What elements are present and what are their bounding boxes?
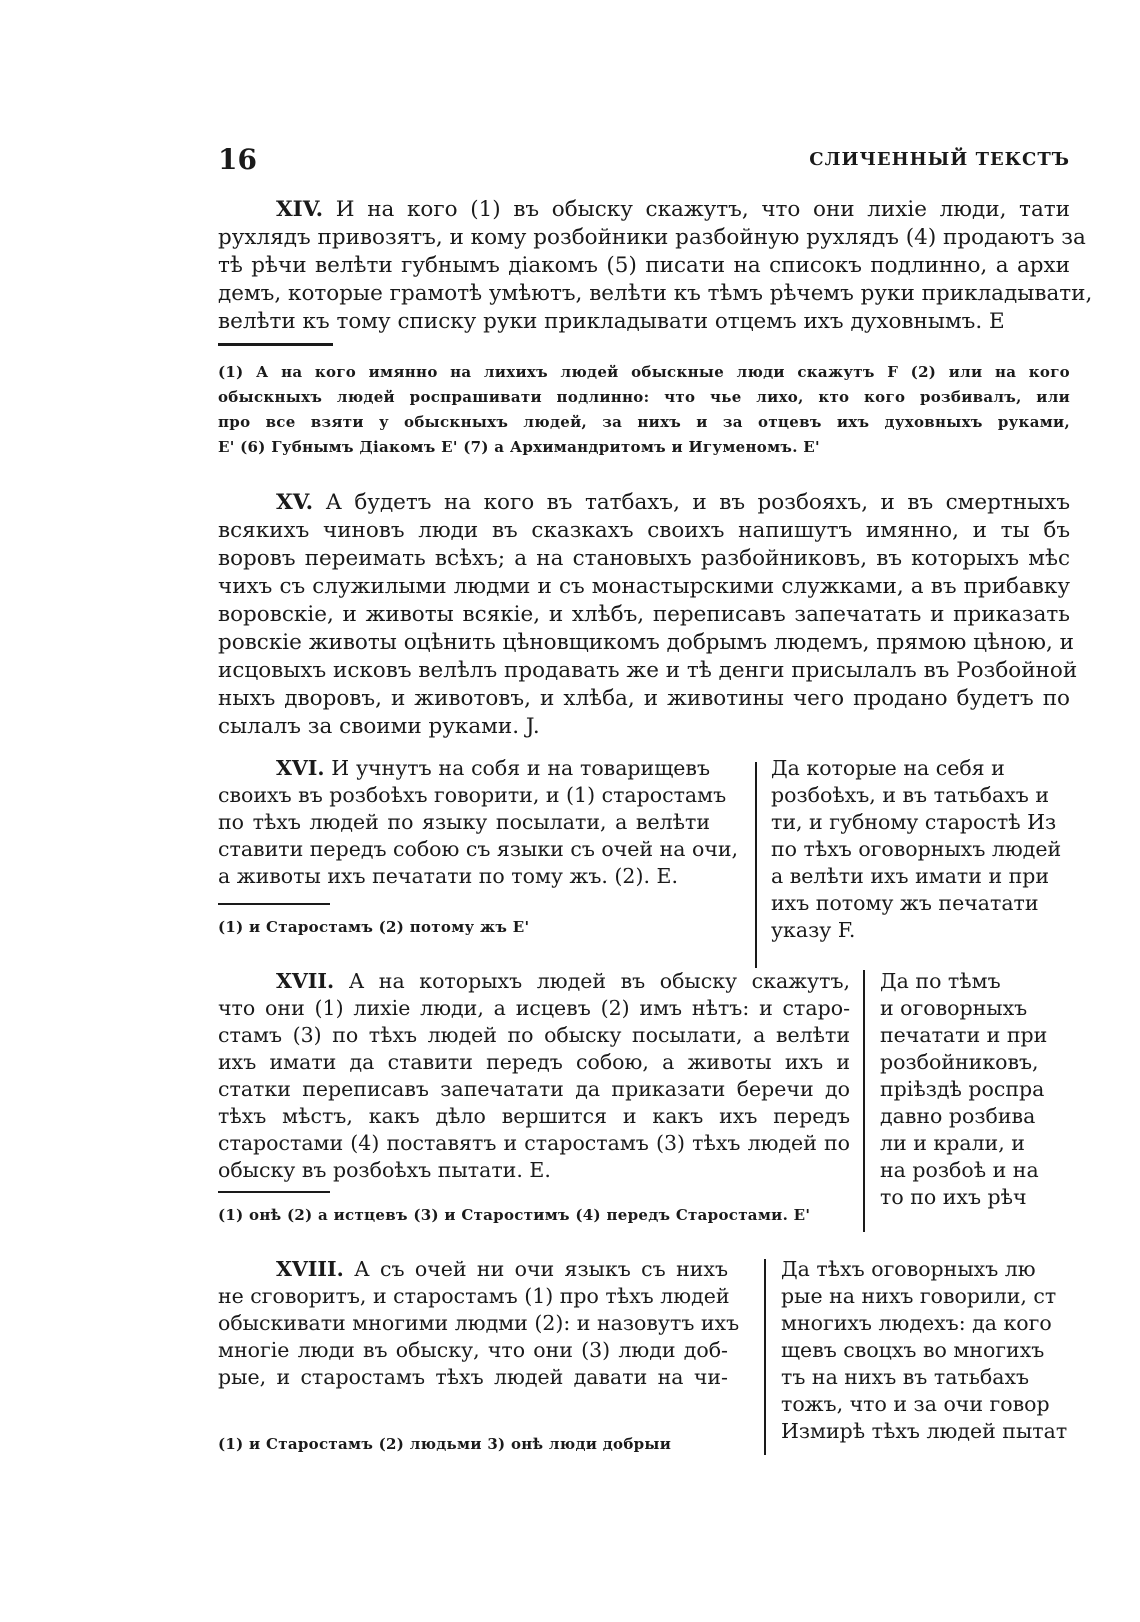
paragraph-line: обыскивати многими людми (2): и назовутъ ихъ [218, 1311, 740, 1335]
running-head: СЛИЧЕННЫЙ ТЕКСТЪ [809, 149, 1070, 170]
paragraph-line: обыску въ розбоѣхъ пытати. Е. [218, 1158, 551, 1182]
parallel-line: давно розбива [880, 1104, 1036, 1128]
paragraph-line: сылалъ за своими руками. J. [218, 714, 540, 739]
parallel-line: по тѣхъ оговорныхъ людей [771, 837, 1062, 861]
parallel-line: щевъ своцхъ во многихъ [781, 1338, 1045, 1362]
footnote-line: (1) онѣ (2) а истцевъ (3) и Старостимъ (4) передъ Старостами. Е' [218, 1206, 811, 1224]
footnote-rule [218, 343, 333, 346]
parallel-line: тожъ, что и за очи говор [781, 1392, 1050, 1416]
footnote-line: про все взяти у обыскныхъ людей, за нихъ и за отцевъ ихъ духовныхъ руками, [218, 413, 1070, 431]
parallel-line: печатати и при [880, 1023, 1048, 1047]
section-number: XIV. [276, 197, 324, 222]
footnote-line: обыскныхъ людей роспрашивати подлинно: что чье лихо, кто кого розбивалъ, или [218, 388, 1070, 406]
footnote-rule [218, 903, 330, 905]
footnote-line: (1) А на кого имянно на лихихъ людей обыскные люди скажутъ F (2) или на кого [218, 363, 1070, 381]
section-xvii-right [880, 968, 1047, 1211]
footnote-xvii [218, 1203, 810, 1228]
section-number: XV. [276, 490, 314, 515]
column-divider [755, 762, 757, 968]
paragraph-line: воровъ переимать всѣхъ; а на становыхъ разбойниковъ, въ которыхъ мѣс [218, 546, 1070, 571]
paragraph-line: всякихъ чиновъ люди въ сказкахъ своихъ напишутъ имянно, и ты бъ [218, 518, 1070, 543]
paragraph-line: тѣхъ мѣстъ, какъ дѣло вершится и какъ ихъ передъ [218, 1104, 850, 1128]
page-header [218, 143, 1070, 179]
paragraph-line: не сговоритъ, и старостамъ (1) про тѣхъ людей [218, 1284, 730, 1308]
section-xv [218, 489, 1078, 741]
paragraph-line: велѣти къ тому списку руки прикладывати отцемъ ихъ духовнымъ. Е [218, 309, 1005, 334]
paragraph-line: ровскіе животы оцѣнить цѣновщикомъ добрымъ людемъ, прямою цѣною, и [218, 630, 1074, 655]
footnotes-xiv [218, 360, 1070, 460]
paragraph-line: ставити передъ собою съ языки съ очей на очи, [218, 837, 739, 861]
parallel-line: указу F. [771, 918, 856, 942]
column-divider [764, 1259, 766, 1455]
parallel-line: ли и крали, и [880, 1131, 1025, 1155]
paragraph-line: ныхъ дворовъ, и животовъ, и хлѣба, и животины чего продано будетъ по [218, 686, 1070, 711]
paragraph-line: XV. А будетъ на кого въ татбахъ, и въ розбояхъ, и въ смертныхъ [276, 490, 1070, 515]
paragraph-line: стамъ (3) по тѣхъ людей по обыску посылати, а велѣти [218, 1023, 850, 1047]
parallel-line: и оговорныхъ [880, 996, 1028, 1020]
section-xviii-left [218, 1256, 740, 1391]
parallel-line: рые на нихъ говорили, ст [781, 1284, 1057, 1308]
paragraph-line: рые, и старостамъ тѣхъ людей давати на чи- [218, 1365, 728, 1389]
footnote-rule [218, 1191, 330, 1193]
parallel-line: а велѣти ихъ имати и при [771, 864, 1050, 888]
parallel-line: Да по тѣмъ [880, 969, 1001, 993]
parallel-line: Измирѣ тѣхъ людей пытат [781, 1419, 1068, 1443]
column-divider [863, 970, 865, 1232]
footnote-xviii [218, 1432, 671, 1457]
section-xvi-right [771, 755, 1061, 944]
footnote-xvi [218, 915, 529, 940]
paragraph-line: ихъ имати да ставити передъ собою, а животы ихъ и [218, 1050, 850, 1074]
parallel-line: розбоѣхъ, и въ татьбахъ и [771, 783, 1050, 807]
section-xvi-left [218, 755, 739, 890]
paragraph-line: исцовыхъ исковъ велѣлъ продавать же и тѣ денги присылалъ въ Розбойной [218, 658, 1078, 683]
footnote-line: (1) и Старостамъ (2) потому жъ Е' [218, 918, 530, 936]
parallel-line: тъ на нихъ въ татьбахъ [781, 1365, 1030, 1389]
section-xviii-right [781, 1256, 1067, 1445]
parallel-line: то по ихъ рѣч [880, 1185, 1027, 1209]
section-number: XVI. [276, 756, 325, 780]
paragraph-line: тѣ рѣчи велѣти губнымъ діакомъ (5) писати на списокъ подлинно, а архи [218, 253, 1070, 278]
paragraph-line: XVI. И учнутъ на собя и на товарищевъ [276, 756, 710, 780]
paragraph-line: а животы ихъ печатати по тому жъ. (2). Е. [218, 864, 678, 888]
paragraph-line: чихъ съ служилыми людми и съ монастырскими служками, а въ прибавку [218, 574, 1070, 599]
paragraph-line: своихъ въ розбоѣхъ говорити, и (1) старостамъ [218, 783, 727, 807]
page-number: 16 [218, 143, 257, 176]
paragraph-line: что они (1) лихіе люди, а исцевъ (2) имъ нѣтъ: и старо- [218, 996, 850, 1020]
paragraph-line: XVIII. А съ очей ни очи языкъ съ нихъ [276, 1257, 728, 1281]
parallel-line: розбойниковъ, [880, 1050, 1039, 1074]
paragraph-line: по тѣхъ людей по языку посылати, а велѣти [218, 810, 710, 834]
parallel-line: пріѣздѣ роспра [880, 1077, 1045, 1101]
paragraph-line: демъ, которые грамотѣ умѣютъ, велѣти къ тѣмъ рѣчемъ руки прикладывати, [218, 281, 1093, 306]
parallel-line: ихъ потому жъ печатати [771, 891, 1039, 915]
parallel-line: многихъ людехъ: да кого [781, 1311, 1052, 1335]
paragraph-line: XIV. И на кого (1) въ обыску скажутъ, что они лихіе люди, тати [276, 197, 1070, 222]
paragraph-line: старостами (4) поставятъ и старостамъ (3) тѣхъ людей по [218, 1131, 850, 1155]
footnote-line: Е' (6) Губнымъ Діакомъ Е' (7) а Архимандритомъ и Игуменомъ. Е' [218, 438, 820, 456]
section-number: XVIII. [276, 1257, 344, 1281]
section-number: XVII. [276, 969, 335, 993]
paragraph-line: рухлядъ привозятъ, и кому розбойники разбойную рухлядъ (4) продаютъ за [218, 225, 1086, 250]
paragraph-line: статки переписавъ запечатати да приказати беречи до [218, 1077, 850, 1101]
paragraph-line: многіе люди въ обыску, что они (3) люди доб- [218, 1338, 728, 1362]
section-xvii-left [218, 968, 850, 1184]
section-xiv [218, 196, 1093, 336]
parallel-line: на розбоѣ и на [880, 1158, 1039, 1182]
parallel-line: ти, и губному старостѣ Из [771, 810, 1057, 834]
paragraph-line: XVII. А на которыхъ людей въ обыску скажутъ, [276, 969, 850, 993]
footnote-line: (1) и Старостамъ (2) людьми 3) онѣ люди добрыи [218, 1435, 672, 1453]
paragraph-line: воровскіе, и животы всякіе, и хлѣбъ, переписавъ запечатать и приказать [218, 602, 1070, 627]
parallel-line: Да которые на себя и [771, 756, 1005, 780]
parallel-line: Да тѣхъ оговорныхъ лю [781, 1257, 1036, 1281]
